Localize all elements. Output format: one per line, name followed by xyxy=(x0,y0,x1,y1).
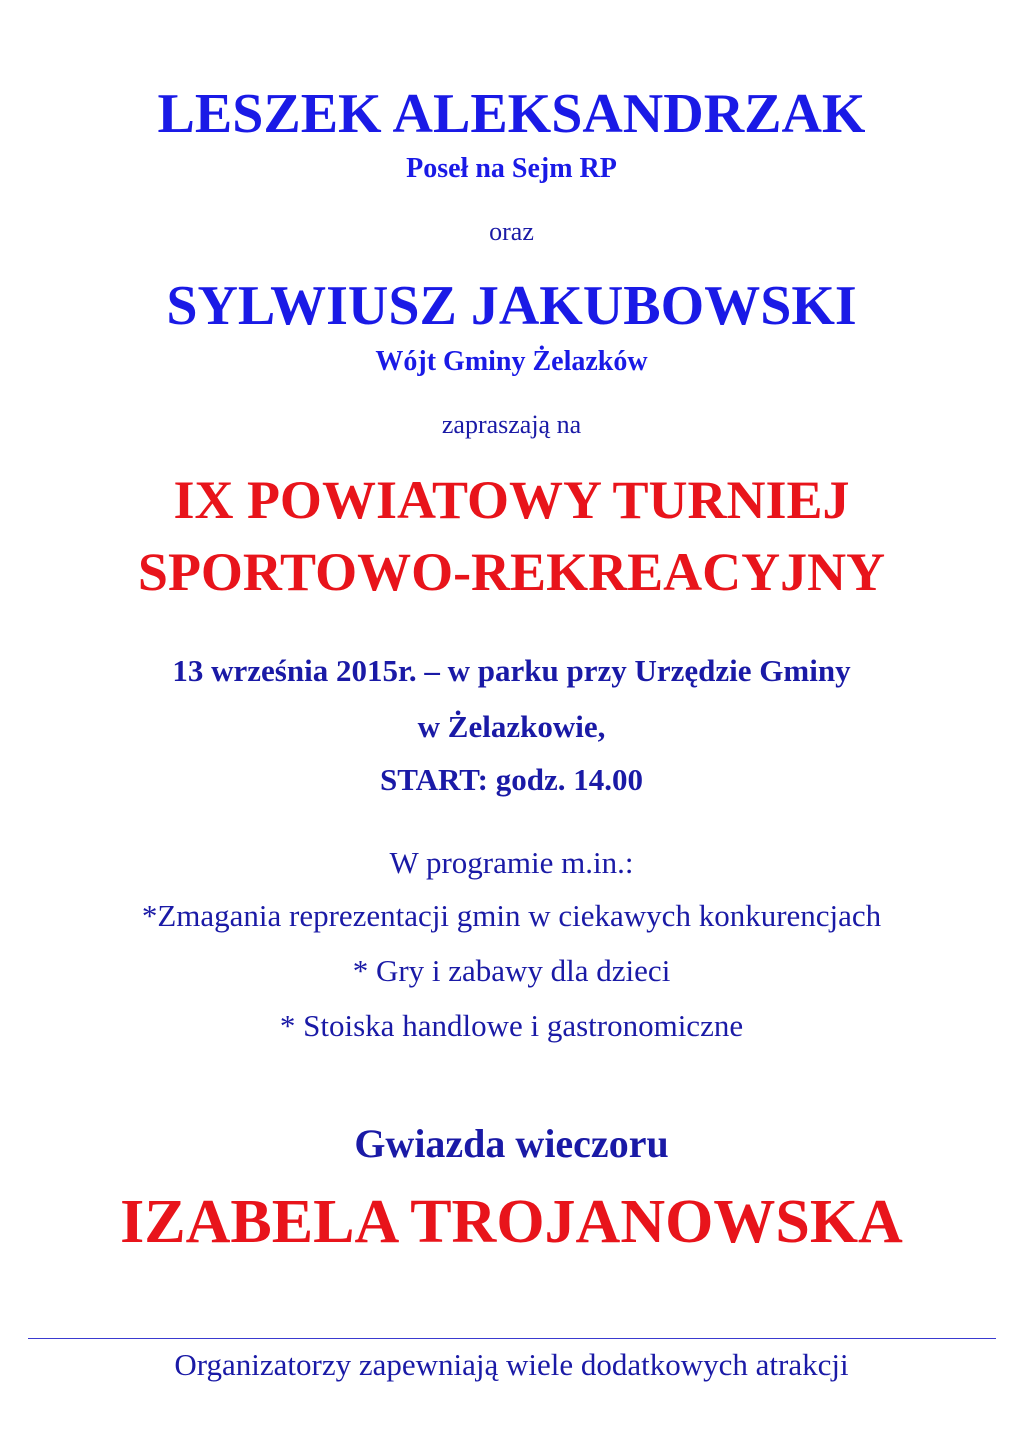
event-date-place: 13 września 2015r. – w parku przy Urzędzie Gminy xyxy=(172,653,851,688)
invite-text: zapraszają na xyxy=(441,410,582,439)
event-title-line2: SPORTOWO-REKREACYJNY xyxy=(137,542,886,602)
host1-name: LESZEK ALEKSANDRZAK xyxy=(157,83,866,145)
star-name: IZABELA TROJANOWSKA xyxy=(120,1188,903,1256)
event-title-line1: IX POWIATOWY TURNIEJ xyxy=(173,470,850,530)
host2-name: SYLWIUSZ JAKUBOWSKI xyxy=(166,275,857,337)
host1-title: Poseł na Sejm RP xyxy=(406,153,617,184)
footer-note: Organizatorzy zapewniają wiele dodatkowych atrakcji xyxy=(174,1347,849,1382)
program-item: * Gry i zabawy dla dzieci xyxy=(352,953,671,988)
program-item: * Stoiska handlowe i gastronomiczne xyxy=(279,1008,744,1043)
host2-title: Wójt Gminy Żelazków xyxy=(375,346,648,377)
event-start-time: START: godz. 14.00 xyxy=(379,762,643,797)
event-town: w Żelazkowie, xyxy=(417,709,606,744)
program-heading: W programie m.in.: xyxy=(389,845,634,880)
footer-divider xyxy=(28,1338,996,1339)
star-heading: Gwiazda wieczoru xyxy=(354,1121,669,1166)
program-item: *Zmagania reprezentacji gmin w ciekawych konkurencjach xyxy=(141,898,882,933)
conjunction-text: oraz xyxy=(489,217,534,246)
